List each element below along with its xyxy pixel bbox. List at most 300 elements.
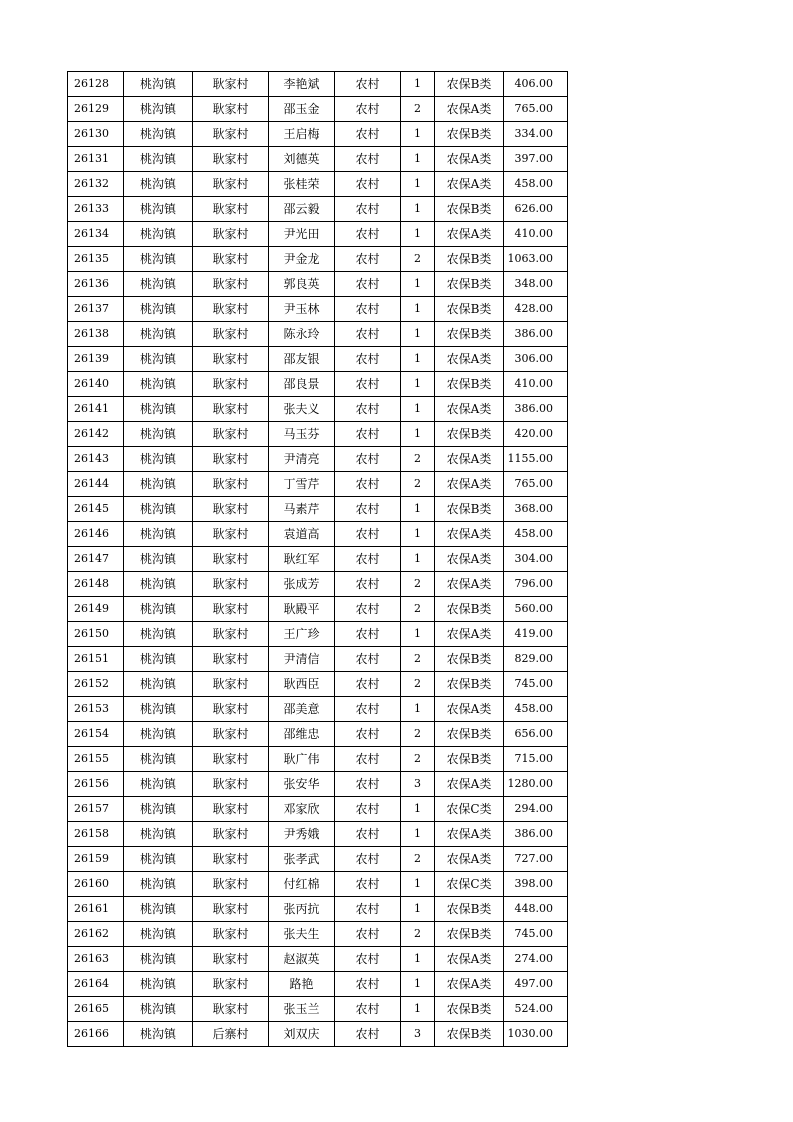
insurance-category-cell: 农保A类 (435, 772, 504, 797)
village-cell: 耿家村 (193, 847, 269, 872)
table-row (68, 772, 568, 797)
table-row (68, 422, 568, 447)
table-row (68, 997, 568, 1022)
village-cell: 耿家村 (193, 347, 269, 372)
amount-cell: 626.00 (504, 197, 568, 222)
village-cell: 耿家村 (193, 497, 269, 522)
person-name-cell: 邵维忠 (269, 722, 335, 747)
person-name-cell: 张安华 (269, 772, 335, 797)
town-cell: 桃沟镇 (124, 372, 193, 397)
insurance-category-cell: 农保A类 (435, 347, 504, 372)
insurance-category-cell: 农保A类 (435, 397, 504, 422)
amount-cell: 560.00 (504, 597, 568, 622)
village-cell: 耿家村 (193, 472, 269, 497)
member-count-cell: 2 (401, 247, 435, 272)
insurance-category-cell: 农保A类 (435, 822, 504, 847)
record-id-cell: 26159 (68, 847, 124, 872)
amount-cell: 765.00 (504, 472, 568, 497)
household-type-cell: 农村 (335, 797, 401, 822)
household-type-cell: 农村 (335, 522, 401, 547)
amount-cell: 715.00 (504, 747, 568, 772)
household-type-cell: 农村 (335, 372, 401, 397)
person-name-cell: 邵友银 (269, 347, 335, 372)
insurance-category-cell: 农保B类 (435, 322, 504, 347)
town-cell: 桃沟镇 (124, 972, 193, 997)
record-id-cell: 26160 (68, 872, 124, 897)
member-count-cell: 1 (401, 822, 435, 847)
village-cell: 耿家村 (193, 747, 269, 772)
household-type-cell: 农村 (335, 647, 401, 672)
village-cell: 耿家村 (193, 697, 269, 722)
member-count-cell: 1 (401, 322, 435, 347)
insurance-category-cell: 农保A类 (435, 547, 504, 572)
member-count-cell: 2 (401, 647, 435, 672)
town-cell: 桃沟镇 (124, 1022, 193, 1047)
amount-cell: 497.00 (504, 972, 568, 997)
table-row (68, 922, 568, 947)
person-name-cell: 尹清信 (269, 647, 335, 672)
amount-cell: 420.00 (504, 422, 568, 447)
town-cell: 桃沟镇 (124, 547, 193, 572)
town-cell: 桃沟镇 (124, 247, 193, 272)
household-type-cell: 农村 (335, 847, 401, 872)
town-cell: 桃沟镇 (124, 472, 193, 497)
town-cell: 桃沟镇 (124, 397, 193, 422)
insurance-category-cell: 农保B类 (435, 997, 504, 1022)
household-type-cell: 农村 (335, 822, 401, 847)
table-row (68, 797, 568, 822)
insurance-category-cell: 农保B类 (435, 422, 504, 447)
person-name-cell: 张丙抗 (269, 897, 335, 922)
household-type-cell: 农村 (335, 472, 401, 497)
table-row (68, 347, 568, 372)
insurance-category-cell: 农保B类 (435, 122, 504, 147)
record-id-cell: 26138 (68, 322, 124, 347)
insurance-category-cell: 农保A类 (435, 847, 504, 872)
table-row (68, 872, 568, 897)
insurance-category-cell: 农保B类 (435, 497, 504, 522)
table-row (68, 972, 568, 997)
insurance-category-cell: 农保A类 (435, 222, 504, 247)
insurance-category-cell: 农保A类 (435, 947, 504, 972)
record-id-cell: 26134 (68, 222, 124, 247)
record-id-cell: 26143 (68, 447, 124, 472)
person-name-cell: 张成芳 (269, 572, 335, 597)
town-cell: 桃沟镇 (124, 347, 193, 372)
member-count-cell: 1 (401, 797, 435, 822)
household-type-cell: 农村 (335, 497, 401, 522)
household-type-cell: 农村 (335, 597, 401, 622)
record-id-cell: 26149 (68, 597, 124, 622)
village-cell: 耿家村 (193, 97, 269, 122)
member-count-cell: 1 (401, 522, 435, 547)
town-cell: 桃沟镇 (124, 572, 193, 597)
record-id-cell: 26130 (68, 122, 124, 147)
table-row (68, 747, 568, 772)
town-cell: 桃沟镇 (124, 922, 193, 947)
village-cell: 耿家村 (193, 922, 269, 947)
member-count-cell: 1 (401, 972, 435, 997)
insurance-category-cell: 农保A类 (435, 972, 504, 997)
village-cell: 耿家村 (193, 172, 269, 197)
amount-cell: 796.00 (504, 572, 568, 597)
town-cell: 桃沟镇 (124, 597, 193, 622)
insurance-category-cell: 农保A类 (435, 697, 504, 722)
table-row (68, 297, 568, 322)
insurance-category-cell: 农保B类 (435, 897, 504, 922)
amount-cell: 428.00 (504, 297, 568, 322)
record-id-cell: 26142 (68, 422, 124, 447)
person-name-cell: 张桂荣 (269, 172, 335, 197)
village-cell: 耿家村 (193, 397, 269, 422)
person-name-cell: 邵良景 (269, 372, 335, 397)
household-type-cell: 农村 (335, 297, 401, 322)
record-id-cell: 26131 (68, 147, 124, 172)
household-type-cell: 农村 (335, 722, 401, 747)
insurance-category-cell: 农保B类 (435, 672, 504, 697)
village-cell: 耿家村 (193, 597, 269, 622)
record-id-cell: 26144 (68, 472, 124, 497)
record-id-cell: 26136 (68, 272, 124, 297)
table-row (68, 72, 568, 97)
village-cell: 耿家村 (193, 522, 269, 547)
insurance-category-cell: 农保B类 (435, 722, 504, 747)
member-count-cell: 1 (401, 172, 435, 197)
household-type-cell: 农村 (335, 897, 401, 922)
member-count-cell: 2 (401, 847, 435, 872)
member-count-cell: 1 (401, 372, 435, 397)
member-count-cell: 1 (401, 622, 435, 647)
table-row (68, 272, 568, 297)
amount-cell: 304.00 (504, 547, 568, 572)
member-count-cell: 1 (401, 147, 435, 172)
household-type-cell: 农村 (335, 122, 401, 147)
amount-cell: 829.00 (504, 647, 568, 672)
record-id-cell: 26147 (68, 547, 124, 572)
insurance-category-cell: 农保A类 (435, 522, 504, 547)
record-id-cell: 26128 (68, 72, 124, 97)
household-type-cell: 农村 (335, 697, 401, 722)
member-count-cell: 2 (401, 472, 435, 497)
member-count-cell: 1 (401, 197, 435, 222)
amount-cell: 306.00 (504, 347, 568, 372)
village-cell: 耿家村 (193, 322, 269, 347)
member-count-cell: 2 (401, 922, 435, 947)
amount-cell: 1030.00 (504, 1022, 568, 1047)
person-name-cell: 耿殿平 (269, 597, 335, 622)
town-cell: 桃沟镇 (124, 722, 193, 747)
town-cell: 桃沟镇 (124, 997, 193, 1022)
household-type-cell: 农村 (335, 672, 401, 697)
household-type-cell: 农村 (335, 247, 401, 272)
person-name-cell: 邓家欣 (269, 797, 335, 822)
village-cell: 耿家村 (193, 447, 269, 472)
village-cell: 耿家村 (193, 197, 269, 222)
table-row (68, 397, 568, 422)
record-id-cell: 26139 (68, 347, 124, 372)
amount-cell: 294.00 (504, 797, 568, 822)
member-count-cell: 2 (401, 97, 435, 122)
village-cell: 后寨村 (193, 1022, 269, 1047)
table-row (68, 597, 568, 622)
household-type-cell: 农村 (335, 97, 401, 122)
person-name-cell: 尹玉林 (269, 297, 335, 322)
town-cell: 桃沟镇 (124, 672, 193, 697)
insurance-category-cell: 农保A类 (435, 172, 504, 197)
household-type-cell: 农村 (335, 972, 401, 997)
person-name-cell: 耿广伟 (269, 747, 335, 772)
record-id-cell: 26151 (68, 647, 124, 672)
person-name-cell: 尹秀娥 (269, 822, 335, 847)
insurance-category-cell: 农保B类 (435, 297, 504, 322)
person-name-cell: 路艳 (269, 972, 335, 997)
table-row (68, 122, 568, 147)
record-id-cell: 26161 (68, 897, 124, 922)
person-name-cell: 袁道高 (269, 522, 335, 547)
member-count-cell: 1 (401, 497, 435, 522)
insurance-category-cell: 农保B类 (435, 922, 504, 947)
person-name-cell: 李艳斌 (269, 72, 335, 97)
town-cell: 桃沟镇 (124, 222, 193, 247)
record-id-cell: 26148 (68, 572, 124, 597)
village-cell: 耿家村 (193, 272, 269, 297)
household-type-cell: 农村 (335, 997, 401, 1022)
person-name-cell: 邵玉金 (269, 97, 335, 122)
amount-cell: 274.00 (504, 947, 568, 972)
member-count-cell: 1 (401, 422, 435, 447)
household-type-cell: 农村 (335, 772, 401, 797)
amount-cell: 1280.00 (504, 772, 568, 797)
amount-cell: 1063.00 (504, 247, 568, 272)
village-cell: 耿家村 (193, 972, 269, 997)
table-row (68, 847, 568, 872)
person-name-cell: 郭良英 (269, 272, 335, 297)
amount-cell: 419.00 (504, 622, 568, 647)
town-cell: 桃沟镇 (124, 747, 193, 772)
village-cell: 耿家村 (193, 247, 269, 272)
household-type-cell: 农村 (335, 947, 401, 972)
record-id-cell: 26158 (68, 822, 124, 847)
household-type-cell: 农村 (335, 572, 401, 597)
record-id-cell: 26137 (68, 297, 124, 322)
village-cell: 耿家村 (193, 372, 269, 397)
town-cell: 桃沟镇 (124, 647, 193, 672)
insurance-category-cell: 农保A类 (435, 472, 504, 497)
table-row (68, 622, 568, 647)
town-cell: 桃沟镇 (124, 297, 193, 322)
record-id-cell: 26152 (68, 672, 124, 697)
amount-cell: 727.00 (504, 847, 568, 872)
member-count-cell: 1 (401, 272, 435, 297)
town-cell: 桃沟镇 (124, 272, 193, 297)
table-row (68, 147, 568, 172)
record-id-cell: 26156 (68, 772, 124, 797)
person-name-cell: 尹清亮 (269, 447, 335, 472)
member-count-cell: 1 (401, 697, 435, 722)
amount-cell: 368.00 (504, 497, 568, 522)
table-row (68, 572, 568, 597)
table-row (68, 697, 568, 722)
town-cell: 桃沟镇 (124, 72, 193, 97)
insurance-category-cell: 农保A类 (435, 447, 504, 472)
insurance-category-cell: 农保A类 (435, 622, 504, 647)
household-type-cell: 农村 (335, 222, 401, 247)
member-count-cell: 1 (401, 72, 435, 97)
village-cell: 耿家村 (193, 997, 269, 1022)
insurance-category-cell: 农保A类 (435, 97, 504, 122)
village-cell: 耿家村 (193, 647, 269, 672)
table-row (68, 1022, 568, 1047)
household-type-cell: 农村 (335, 72, 401, 97)
person-name-cell: 陈永玲 (269, 322, 335, 347)
member-count-cell: 2 (401, 597, 435, 622)
household-type-cell: 农村 (335, 447, 401, 472)
person-name-cell: 马玉芬 (269, 422, 335, 447)
amount-cell: 386.00 (504, 322, 568, 347)
household-type-cell: 农村 (335, 547, 401, 572)
member-count-cell: 2 (401, 747, 435, 772)
village-cell: 耿家村 (193, 947, 269, 972)
household-type-cell: 农村 (335, 922, 401, 947)
member-count-cell: 1 (401, 947, 435, 972)
amount-cell: 745.00 (504, 922, 568, 947)
amount-cell: 458.00 (504, 697, 568, 722)
amount-cell: 410.00 (504, 222, 568, 247)
member-count-cell: 2 (401, 722, 435, 747)
table-row (68, 822, 568, 847)
person-name-cell: 张夫义 (269, 397, 335, 422)
person-name-cell: 刘双庆 (269, 1022, 335, 1047)
table-row (68, 97, 568, 122)
town-cell: 桃沟镇 (124, 147, 193, 172)
town-cell: 桃沟镇 (124, 872, 193, 897)
member-count-cell: 2 (401, 672, 435, 697)
table-row (68, 472, 568, 497)
record-id-cell: 26154 (68, 722, 124, 747)
village-cell: 耿家村 (193, 422, 269, 447)
amount-cell: 348.00 (504, 272, 568, 297)
village-cell: 耿家村 (193, 722, 269, 747)
village-cell: 耿家村 (193, 897, 269, 922)
person-name-cell: 尹金龙 (269, 247, 335, 272)
person-name-cell: 张夫生 (269, 922, 335, 947)
insurance-category-cell: 农保B类 (435, 272, 504, 297)
table-row (68, 247, 568, 272)
person-name-cell: 张玉兰 (269, 997, 335, 1022)
amount-cell: 458.00 (504, 172, 568, 197)
member-count-cell: 1 (401, 872, 435, 897)
amount-cell: 398.00 (504, 872, 568, 897)
table-row (68, 547, 568, 572)
household-type-cell: 农村 (335, 747, 401, 772)
record-id-cell: 26129 (68, 97, 124, 122)
record-id-cell: 26164 (68, 972, 124, 997)
record-id-cell: 26163 (68, 947, 124, 972)
amount-cell: 765.00 (504, 97, 568, 122)
person-name-cell: 付红棉 (269, 872, 335, 897)
table-row (68, 372, 568, 397)
member-count-cell: 2 (401, 572, 435, 597)
town-cell: 桃沟镇 (124, 847, 193, 872)
amount-cell: 745.00 (504, 672, 568, 697)
amount-cell: 448.00 (504, 897, 568, 922)
member-count-cell: 1 (401, 547, 435, 572)
town-cell: 桃沟镇 (124, 422, 193, 447)
insurance-category-cell: 农保B类 (435, 1022, 504, 1047)
town-cell: 桃沟镇 (124, 697, 193, 722)
amount-cell: 410.00 (504, 372, 568, 397)
member-count-cell: 1 (401, 997, 435, 1022)
person-name-cell: 尹光田 (269, 222, 335, 247)
table-row (68, 522, 568, 547)
town-cell: 桃沟镇 (124, 797, 193, 822)
village-cell: 耿家村 (193, 622, 269, 647)
member-count-cell: 1 (401, 397, 435, 422)
person-name-cell: 王启梅 (269, 122, 335, 147)
member-count-cell: 1 (401, 222, 435, 247)
household-type-cell: 农村 (335, 1022, 401, 1047)
person-name-cell: 张孝武 (269, 847, 335, 872)
amount-cell: 334.00 (504, 122, 568, 147)
town-cell: 桃沟镇 (124, 947, 193, 972)
member-count-cell: 3 (401, 772, 435, 797)
town-cell: 桃沟镇 (124, 822, 193, 847)
village-cell: 耿家村 (193, 822, 269, 847)
amount-cell: 397.00 (504, 147, 568, 172)
insurance-category-cell: 农保B类 (435, 372, 504, 397)
household-type-cell: 农村 (335, 397, 401, 422)
table-row (68, 947, 568, 972)
amount-cell: 458.00 (504, 522, 568, 547)
person-name-cell: 赵淑英 (269, 947, 335, 972)
amount-cell: 656.00 (504, 722, 568, 747)
table-row (68, 172, 568, 197)
town-cell: 桃沟镇 (124, 172, 193, 197)
record-id-cell: 26166 (68, 1022, 124, 1047)
town-cell: 桃沟镇 (124, 122, 193, 147)
member-count-cell: 1 (401, 347, 435, 372)
village-cell: 耿家村 (193, 547, 269, 572)
table-row (68, 672, 568, 697)
village-cell: 耿家村 (193, 572, 269, 597)
amount-cell: 406.00 (504, 72, 568, 97)
amount-cell: 386.00 (504, 822, 568, 847)
amount-cell: 524.00 (504, 997, 568, 1022)
record-id-cell: 26157 (68, 797, 124, 822)
amount-cell: 1155.00 (504, 447, 568, 472)
person-name-cell: 丁雪芹 (269, 472, 335, 497)
member-count-cell: 3 (401, 1022, 435, 1047)
insurance-category-cell: 农保C类 (435, 872, 504, 897)
household-type-cell: 农村 (335, 872, 401, 897)
person-name-cell: 耿西臣 (269, 672, 335, 697)
town-cell: 桃沟镇 (124, 897, 193, 922)
insurance-category-cell: 农保B类 (435, 247, 504, 272)
town-cell: 桃沟镇 (124, 97, 193, 122)
record-id-cell: 26146 (68, 522, 124, 547)
table-row (68, 897, 568, 922)
household-type-cell: 农村 (335, 272, 401, 297)
town-cell: 桃沟镇 (124, 522, 193, 547)
town-cell: 桃沟镇 (124, 497, 193, 522)
insurance-category-cell: 农保A类 (435, 147, 504, 172)
record-id-cell: 26150 (68, 622, 124, 647)
village-cell: 耿家村 (193, 797, 269, 822)
insurance-category-cell: 农保A类 (435, 572, 504, 597)
insurance-category-cell: 农保B类 (435, 597, 504, 622)
record-id-cell: 26165 (68, 997, 124, 1022)
village-cell: 耿家村 (193, 147, 269, 172)
